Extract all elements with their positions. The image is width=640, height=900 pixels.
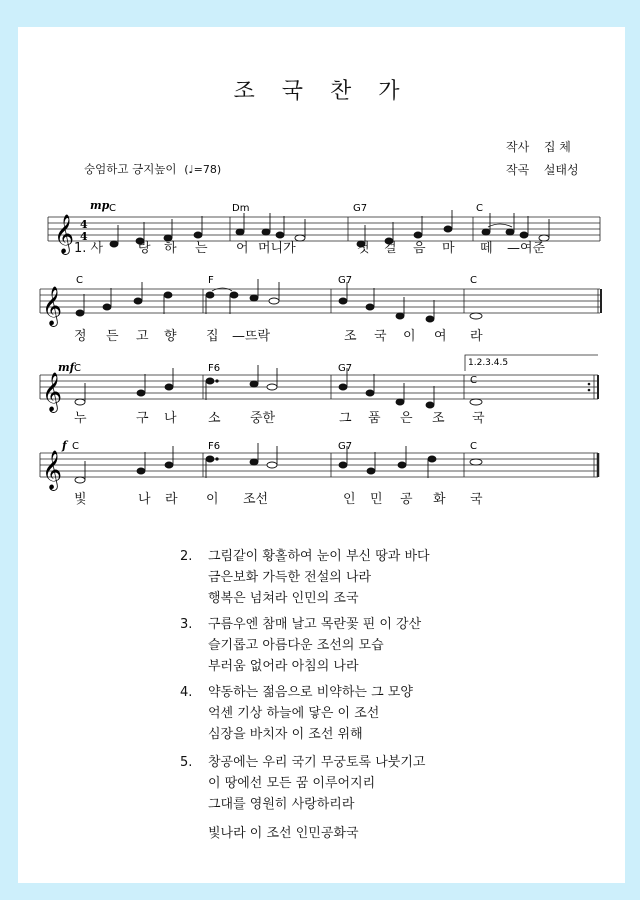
lyricist-key: 작사 xyxy=(506,140,530,154)
verse-line: 구름우엔 참매 날고 목란꽃 핀 이 강산 xyxy=(208,617,422,632)
dynamic-mark: mp xyxy=(90,199,110,212)
dynamic-mark: f xyxy=(62,439,67,452)
verse-line: 이 땅에선 모든 꿈 이루어지리 xyxy=(208,776,376,791)
lyric-syllable: 마 xyxy=(442,241,455,256)
lyric-syllable: 여 xyxy=(434,329,447,344)
composer-key: 작곡 xyxy=(506,163,530,177)
lyric-syllable: 구 xyxy=(136,411,149,426)
verse-line: 부러움 없어라 아침의 나라 xyxy=(208,659,359,674)
chord-symbol: C xyxy=(470,441,477,452)
tempo-marking xyxy=(84,161,221,177)
lyric-syllable: 떼 xyxy=(480,241,493,256)
chord-symbol: C xyxy=(470,275,477,286)
lyric-syllable: 조 xyxy=(432,411,445,426)
treble-clef-icon: 𝄞 xyxy=(42,450,63,490)
lyric-syllable: 화 xyxy=(433,492,446,507)
lyric-syllable: 이 xyxy=(403,329,416,344)
chord-symbol: C xyxy=(476,203,483,214)
time-sig-bottom: 4 xyxy=(80,230,88,243)
verse-number: 4. xyxy=(180,685,193,700)
lyric-syllable: 는 xyxy=(195,241,208,256)
lyric-syllable: 랑 xyxy=(138,241,151,256)
lyricist-credit xyxy=(506,138,571,155)
lyric-syllable: 라 xyxy=(165,492,178,507)
lyric-syllable: 민 xyxy=(370,492,383,507)
lyric-syllable: 정 xyxy=(74,329,87,344)
verse-line: 창공에는 우리 국기 무궁토록 나붓기고 xyxy=(208,755,426,770)
time-sig-top: 4 xyxy=(80,218,88,231)
lyric-syllable: —여준 xyxy=(507,241,546,256)
treble-clef-icon: 𝄞 xyxy=(42,372,63,412)
verse-line: 슬기롭고 아름다운 조선의 모습 xyxy=(208,638,384,653)
chord-symbol: F xyxy=(208,275,214,286)
lyric-syllable: 든 xyxy=(106,329,119,344)
verse-line: 금은보화 가득한 전설의 나라 xyxy=(208,570,372,585)
music-sheet xyxy=(18,27,625,883)
chord-symbol: G7 xyxy=(353,203,368,214)
chord-symbol: G7 xyxy=(338,441,353,452)
chord-symbol: Dm xyxy=(232,203,250,214)
lyric-syllable: 이 xyxy=(206,492,219,507)
lyrics-line-2 xyxy=(18,325,625,345)
chord-symbol: C xyxy=(74,363,81,374)
volta-label: 1.2.3.4.5 xyxy=(468,358,509,368)
lyricist-name: 집 체 xyxy=(543,140,571,154)
lyrics-line-4 xyxy=(18,488,625,508)
lyric-syllable: 인 xyxy=(343,492,356,507)
lyric-syllable: 향 xyxy=(164,329,177,344)
lyric-syllable: 조 xyxy=(344,329,357,344)
lyric-syllable: 소 xyxy=(208,411,221,426)
chord-symbol: F6 xyxy=(208,441,221,452)
verse-number: 2. xyxy=(180,549,193,564)
lyric-syllable: —뜨락 xyxy=(232,329,271,344)
lyric-syllable: 음 xyxy=(413,241,426,256)
chord-symbol: C xyxy=(109,203,116,214)
verse-line: 약동하는 젊음으로 비약하는 그 모양 xyxy=(208,685,413,700)
lyric-syllable: 국 xyxy=(374,329,387,344)
lyric-syllable: 1. 사 xyxy=(74,241,104,256)
lyric-syllable: 하 xyxy=(164,241,177,256)
final-line: 빛나라 이 조선 인민공화국 xyxy=(208,826,359,841)
lyric-syllable: 중한 xyxy=(250,411,276,426)
lyric-syllable: 집 xyxy=(206,329,219,344)
chord-symbol: G7 xyxy=(338,275,353,286)
verse-line: 행복은 넘쳐라 인민의 조국 xyxy=(208,591,359,606)
staff-system-3 xyxy=(18,343,625,413)
lyric-syllable: 어 xyxy=(236,241,249,256)
verse-number: 3. xyxy=(180,617,193,632)
chord-symbol: C xyxy=(470,375,477,386)
composer-name: 설태성 xyxy=(543,163,579,177)
lyric-syllable: 걸 xyxy=(384,241,397,256)
chord-symbol: F6 xyxy=(208,363,221,374)
lyric-syllable: 국 xyxy=(472,411,485,426)
verse-line: 그림같이 황홀하여 눈이 부신 땅과 바다 xyxy=(208,549,430,564)
lyrics-line-3 xyxy=(18,407,625,427)
lyrics-line-1 xyxy=(18,237,625,257)
lyric-syllable: 머니가 xyxy=(258,241,296,256)
treble-clef-icon: 𝄞 xyxy=(54,214,75,254)
verse-line: 억센 기상 하늘에 닿은 이 조선 xyxy=(208,706,380,721)
lyric-syllable: 라 xyxy=(470,329,483,344)
lyric-syllable: 품 xyxy=(368,411,381,426)
composer-credit xyxy=(506,161,579,178)
lyric-syllable: 은 xyxy=(400,411,413,426)
verse-line: 그대를 영원히 사랑하리라 xyxy=(208,797,355,812)
treble-clef-icon: 𝄞 xyxy=(42,286,63,326)
chord-symbol: G7 xyxy=(338,363,353,374)
dynamic-mark: mf xyxy=(58,361,75,374)
verse-number: 5. xyxy=(180,755,193,770)
lyric-syllable: 조선 xyxy=(243,492,269,507)
lyric-syllable: 국 xyxy=(470,492,483,507)
lyric-syllable: 첫 xyxy=(357,241,370,256)
lyric-syllable: 나 xyxy=(164,411,177,426)
tempo-text: 숭엄하고 긍지높이 xyxy=(84,162,177,176)
song-title: 조 국 찬 가 xyxy=(233,79,410,104)
lyric-syllable: 빛 xyxy=(74,492,87,507)
lyric-syllable: 나 xyxy=(138,492,151,507)
lyric-syllable: 누 xyxy=(74,411,87,426)
chord-symbol: C xyxy=(72,441,79,452)
chord-symbol: C xyxy=(76,275,83,286)
lyric-syllable: 공 xyxy=(400,492,413,507)
lyric-syllable: 고 xyxy=(136,329,149,344)
metronome-mark: (♩=78) xyxy=(184,163,222,176)
verse-line: 심장을 바치자 이 조선 위해 xyxy=(208,727,363,742)
lyric-syllable: 그 xyxy=(339,411,352,426)
